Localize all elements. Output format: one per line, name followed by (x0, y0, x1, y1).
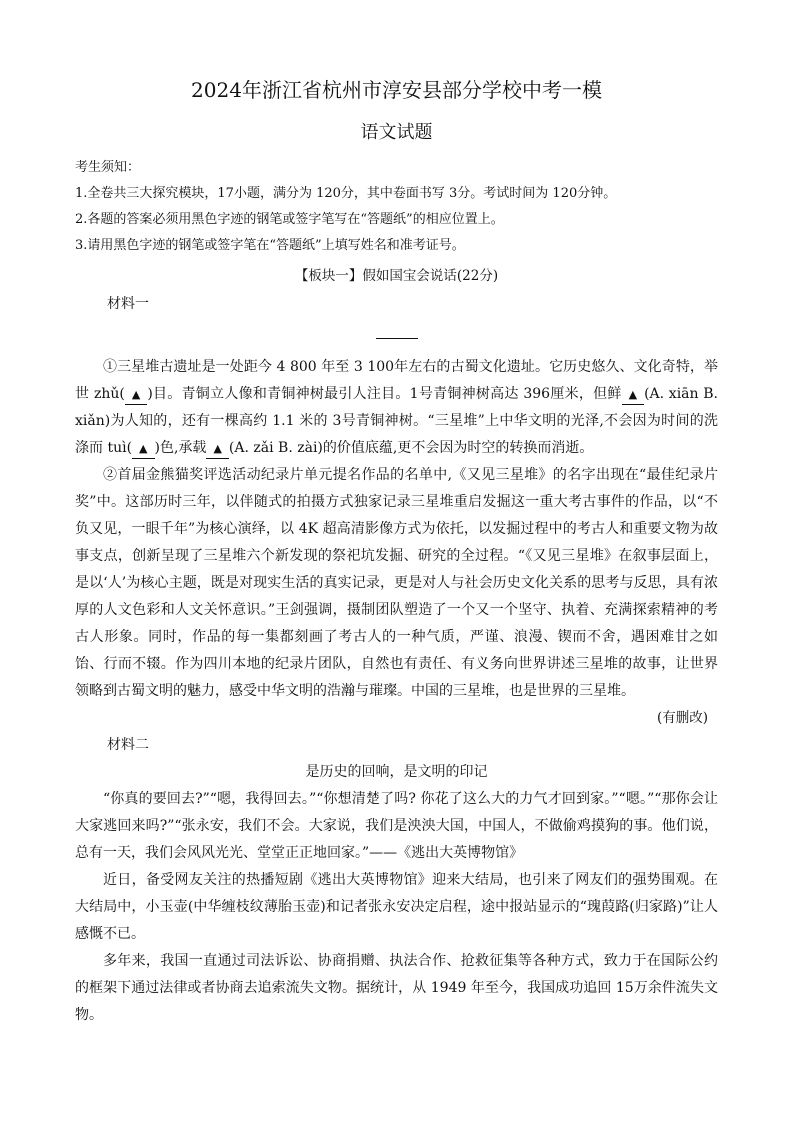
fill-blank: ▲ (125, 386, 147, 405)
material2-title: 是历史的回响，是文明的印记 (305, 764, 488, 780)
text-segment: )目。青铜立人像和青铜神树最引人注目。1号青铜神树高达 396厘米，但鲜 (147, 386, 622, 402)
notice-heading: 考生须知： (75, 160, 141, 175)
notice-item: 2.各题的答案必须用黑色字迹的钢笔或签字笔写在“答题纸”的相应位置上。 (75, 212, 504, 227)
text-segment: )色,承载 (154, 440, 207, 456)
text-segment: (A. zǎi B. zài)的价值底蕴,更不会因为时空的转换而消逝。 (228, 440, 594, 456)
material1-title-blank (376, 317, 418, 339)
material2-label: 材料二 (107, 737, 149, 753)
page-title: 2024年浙江省杭州市淳安县部分学校中考一模 (191, 78, 602, 102)
material1-label: 材料一 (107, 296, 149, 312)
notice-item: 1.全卷共三大探究模块，17小题，满分为 120分，其中卷面书写 3分。考试时间为 120分钟。 (75, 186, 617, 201)
fill-blank: ▲ (132, 440, 154, 459)
page-subtitle: 语文试题 (360, 122, 433, 143)
material1-paragraph-2: ②首届金熊猫奖评选活动纪录片单元提名作品的名单中,《又见三星堆》的名字出现在“最佳纪录片奖”中。这部历时三年，以伴随式的拍摄方式独家记录三星堆重启发掘这一重大考古事件的作品，以“不负又见，一眼千年”为核心演绎，以 4K 超高清影像方式为依托，以发掘过程中的考古人和重要文物为故事支点，创新呈现了三星堆六个新发现的祭祀坑发掘、研究的全过程。“《又见三星堆》在叙事层面上，是以‘人’为核心主题，既是对现实生活的真实记录，更是对人与社会历史文化关系的思考与反思，具有浓厚的人文色彩和人文关怀意识。”王剑强调，摄制团队塑造了一个又一个坚守、执着、充满探索精神的考古人形象。同时，作品的每一集都刻画了考古人的一种气质，严谨、浪漫、锲而不舍，遇困难甘之如饴、行而不辍。作为四川本地的纪录片团队，自然也有责任、有义务向世界讲述三星堆的故事，让世界领略到古蜀文明的魅力，感受中华文明的浩瀚与璀璨。中国的三星堆，也是世界的三星堆。 (75, 467, 718, 699)
notice-item: 3.请用黑色字迹的钢笔或签字笔在“答题纸”上填写姓名和准考证号。 (75, 238, 465, 253)
edit-note: (有删改) (656, 710, 708, 726)
section-heading: 【板块一】假如国宝会说话(22分) (294, 268, 499, 284)
material2-paragraph: “你真的要回去?”“嗯，我得回去。”“你想清楚了吗? 你花了这么大的力气才回到家。”“嗯。”“那你会让大家逃回来吗?”“张永安，我们不会。大家说，我们是泱泱大国，中国人，不做偷鸡摸狗的事。他们说，总有一天，我们会风风光光、堂堂正正地回家。”——《逃出大英博物馆》 (75, 791, 718, 861)
material1-paragraph-1 (75, 354, 718, 462)
text-segment: ①三星堆古遗址是一处距今 4 800 年至 3 100年左右的古蜀文化遗址。它历史悠久、文化奇特，举世 zhǔ( (75, 359, 718, 402)
text-segment: (A. xiān B. xiǎn)为人知的，还有一棵高约 1.1 米的 3号青铜神树。“三星堆”上中华文明的光泽,不会因为时间的洗涤而 tuì( (75, 386, 718, 456)
fill-blank: ▲ (622, 386, 644, 405)
material2-paragraph: 多年来，我国一直通过司法诉讼、协商捐赠、执法合作、抢救征集等各种方式，致力于在国际公约的框架下通过法律或者协商去追索流失文物。据统计，从 1949 年至今，我国成功追回 15万余件流失文物。 (75, 953, 718, 1023)
fill-blank: ▲ (206, 440, 228, 459)
exam-notice (75, 155, 718, 259)
material2-paragraph: 近日，备受网友关注的热播短剧《逃出大英博物馆》迎来大结局，也引来了网友们的强势围观。在大结局中，小玉壶(中华缠枝纹薄胎玉壶)和记者张永安决定启程，途中报站显示的“瑰葭路(归家路)”让人感慨不已。 (75, 872, 718, 942)
